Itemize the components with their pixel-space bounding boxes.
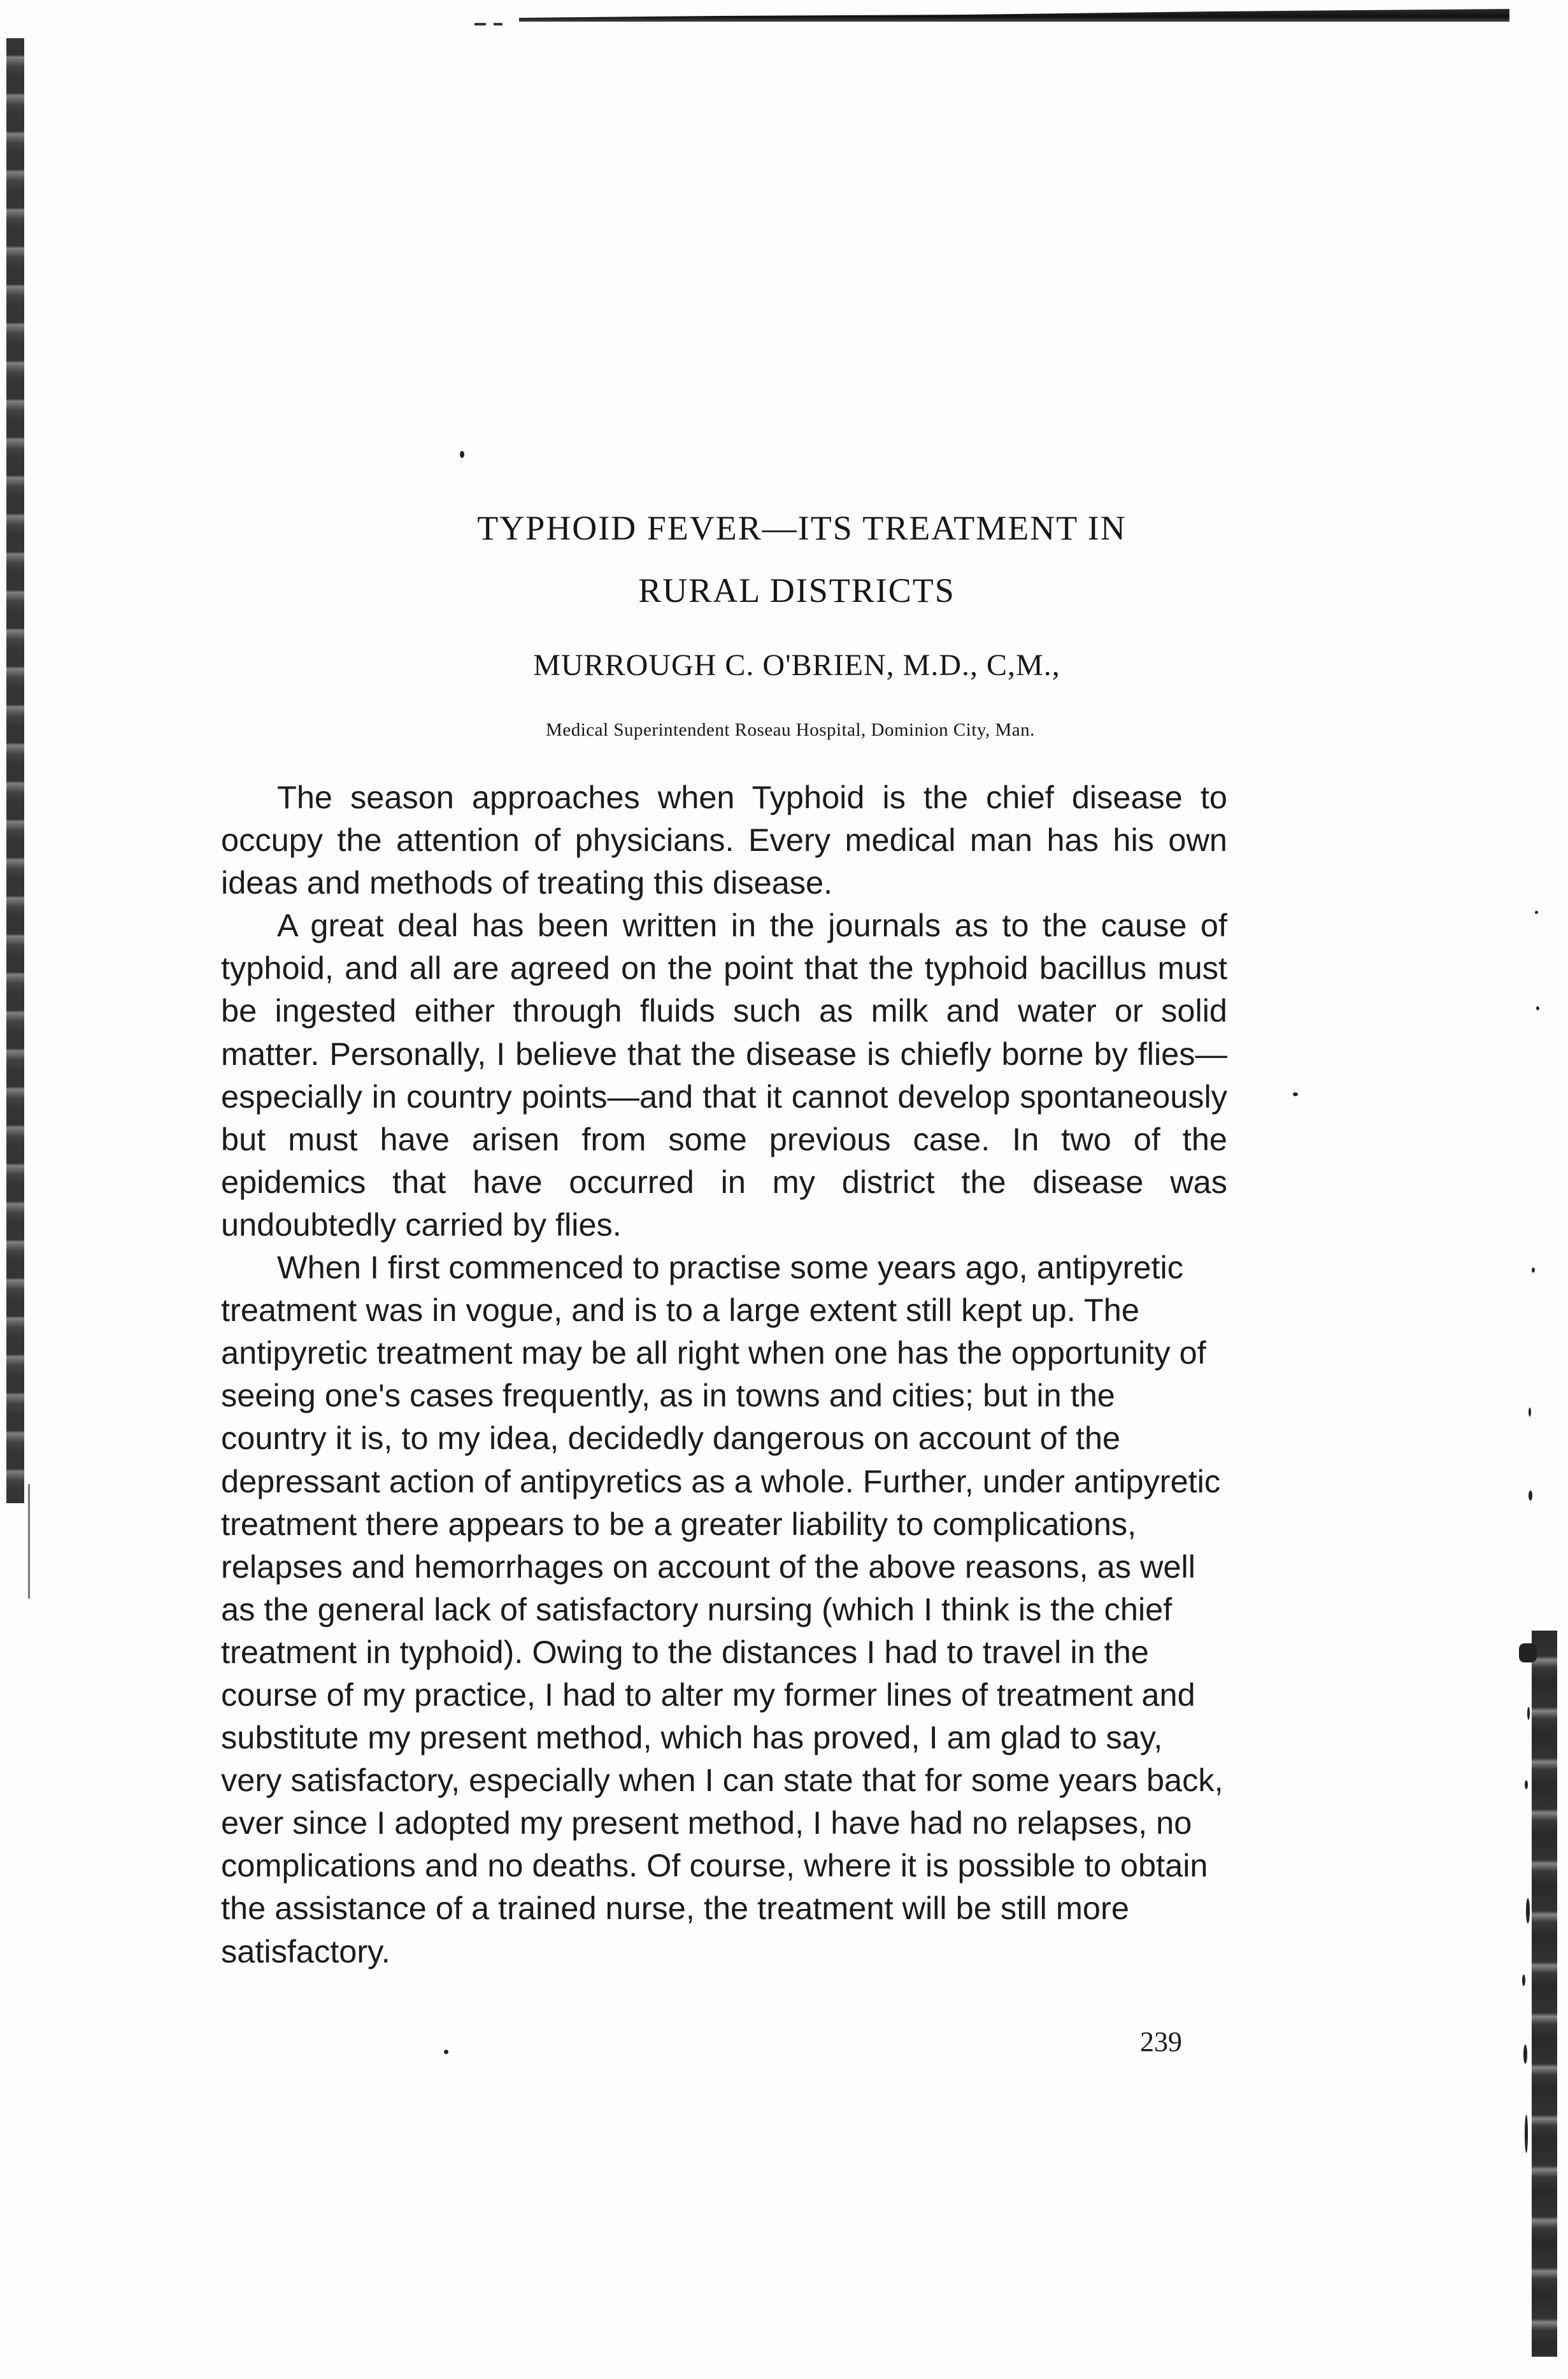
scan-speck — [1535, 911, 1538, 914]
scan-speck — [1527, 1707, 1530, 1720]
scan-right-edge — [1532, 1631, 1557, 2357]
scan-speck — [1525, 1780, 1528, 1789]
scan-speck — [460, 451, 464, 458]
scan-speck — [1522, 1975, 1525, 1986]
body-paragraph: A great deal has been written in the journals as to the cause of typhoid, and all are agreed on the point that the typhoid bacillus must be ingested either through fluids such as milk and water or solid matter. Personally, I believe that the disease is chiefly borne by flies—especially in country points—and that it cannot develop spontaneously but must have arisen from some previous case. In two of the epidemics that have occurred in my district the disease was undoubtedly carried by flies. — [221, 907, 1227, 1243]
article-affiliation: Medical Superintendent Roseau Hospital, Dominion City, Man. — [546, 720, 1035, 740]
scan-speck — [1526, 1898, 1530, 1924]
scan-speck — [444, 2050, 448, 2054]
article-author: MURROUGH C. O'BRIEN, M.D., C,M., — [533, 648, 1060, 682]
scan-speck — [1529, 1490, 1532, 1501]
article-body — [221, 776, 1227, 1973]
scan-speck — [1293, 1092, 1298, 1096]
scan-speck — [1529, 1408, 1531, 1417]
scan-top-rule — [519, 9, 1509, 22]
page-number: 239 — [1140, 2026, 1182, 2057]
scan-top-dash — [494, 23, 502, 25]
article-title-line-2: RURAL DISTRICTS — [638, 571, 955, 610]
scan-speck — [1519, 1643, 1537, 1662]
article-title-line-1: TYPHOID FEVER—ITS TREATMENT IN — [477, 509, 1127, 547]
scan-left-edge-line — [28, 1484, 30, 1599]
body-paragraph: The season approaches when Typhoid is the chief disease to occupy the attention of physicians. Every medical man has his own ideas and methods of treating this disease. — [221, 779, 1227, 901]
scan-speck — [1525, 2115, 1528, 2153]
scan-speck — [1536, 1006, 1539, 1010]
scan-left-edge — [6, 38, 24, 1503]
scan-speck — [1532, 1268, 1535, 1273]
scan-top-dash — [474, 23, 486, 25]
scan-speck — [1523, 2045, 1527, 2064]
body-paragraph: When I first commenced to practise some years ago, antipyretic treatment was in vogue, and is to a large extent still kept up. The antipyretic treatment may be all right when one has the opportunity of seeing one's cases frequently, as in towns and cities; but in the country it is, to my idea, decidedly dangerous on account of the depressant action of antipyretics as a whole. Further, under antipyretic treatment there appears to be a greater liability to complications, relapses and hemorrhages on account of the above reasons, as well as the general lack of satisfactory nursing (which I think is the chief treatment in typhoid). Owing to the distances I had to travel in the course of my practice, I had to alter my former lines of treatment and substitute my present method, which has proved, I am glad to say, very satisfactory, especially when I can state that for some years back, ever since I adopted my present method, I have had no relapses, no complications and no deaths. Of course, where it is possible to obtain the assistance of a trained nurse, the treatment will be still more satisfactory. — [221, 1249, 1223, 1969]
